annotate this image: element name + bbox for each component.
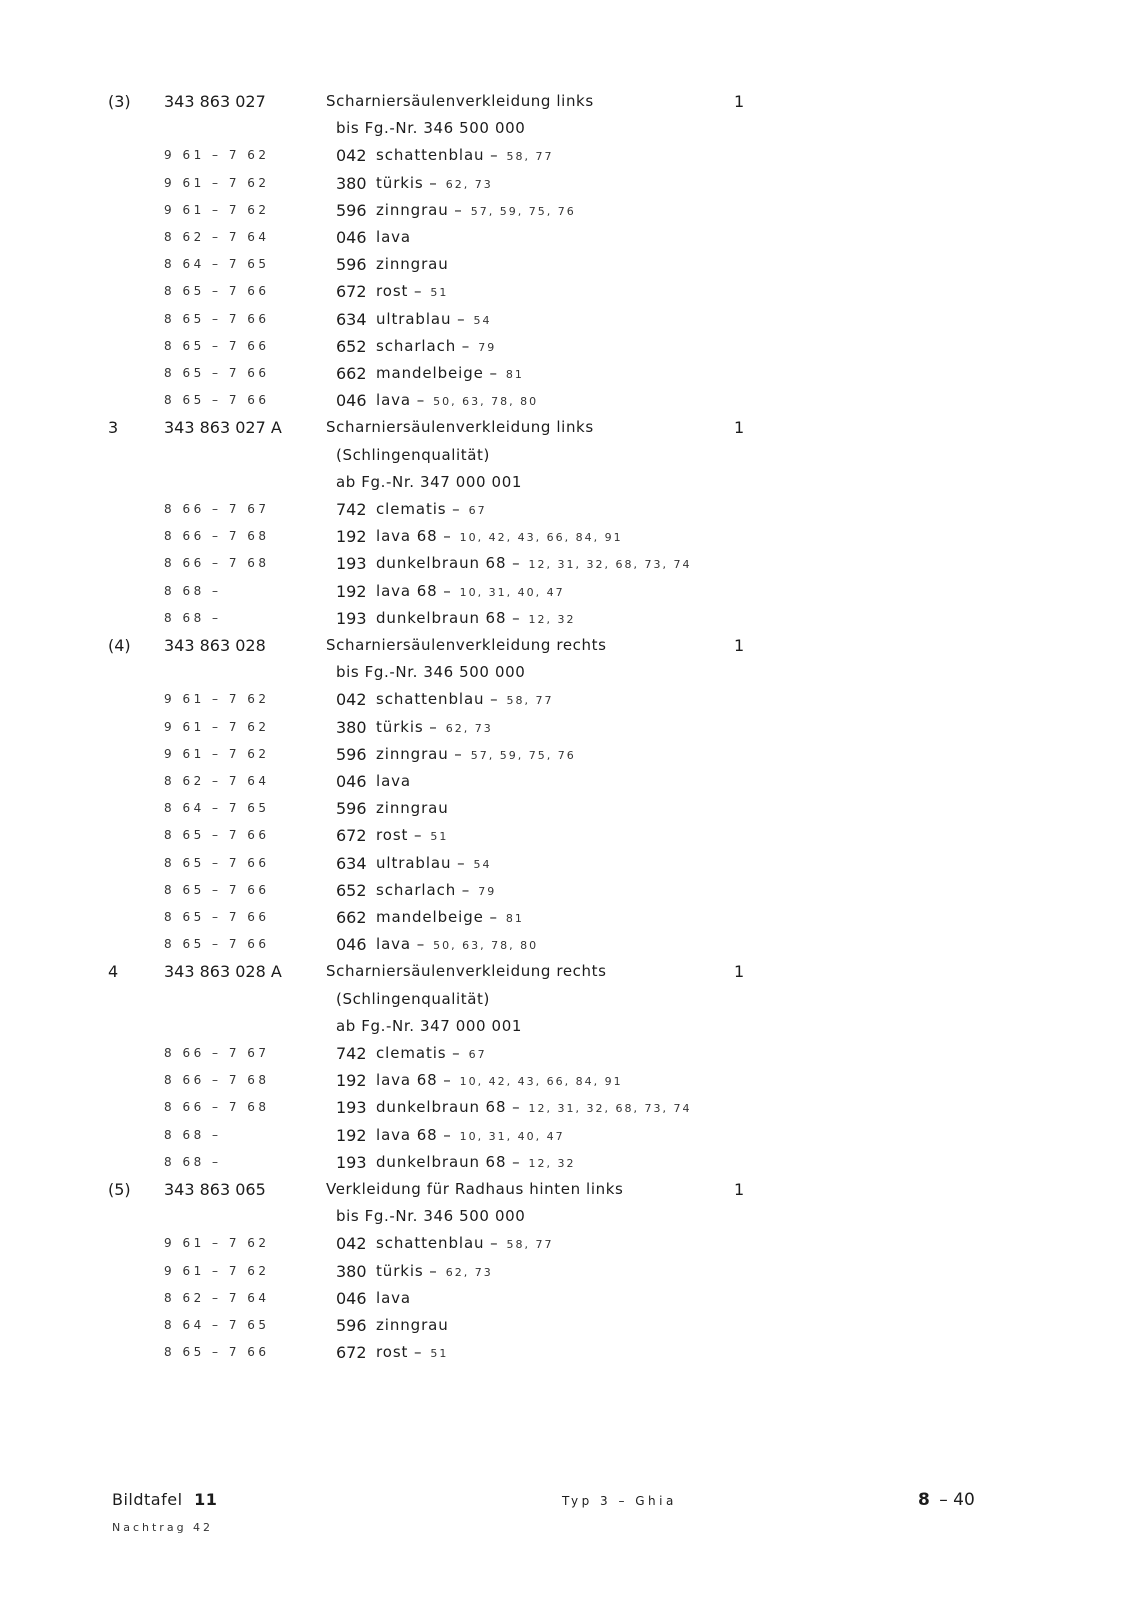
- color-code: 672: [336, 1343, 367, 1363]
- color-variant-row: [0, 1094, 1139, 1121]
- color-name-text: rost –: [376, 1343, 423, 1362]
- color-name-text: zinngrau –: [376, 200, 463, 219]
- color-variant-row: [0, 1040, 1139, 1067]
- color-name: [376, 142, 554, 170]
- color-variant-row: [0, 251, 1139, 278]
- color-name: [376, 1339, 448, 1367]
- color-name: [376, 822, 448, 850]
- color-name: [376, 1094, 691, 1122]
- part-item-row: [0, 414, 1139, 441]
- color-code: 192: [336, 1125, 367, 1145]
- color-model-notes: 51: [430, 830, 449, 844]
- item-ref-number: 3: [108, 418, 119, 438]
- color-name: [376, 578, 565, 606]
- color-code: 380: [336, 717, 367, 737]
- color-name: [376, 877, 496, 905]
- color-name: [376, 1149, 576, 1177]
- part-number: 343 863 065: [164, 1180, 266, 1199]
- part-condition: ab Fg.-Nr. 347 000 001: [336, 1016, 522, 1035]
- part-quantity: 1: [734, 92, 745, 111]
- footer-plate-label: Bildtafel: [112, 1490, 183, 1509]
- part-description: Scharniersäulenverkleidung links: [326, 418, 594, 437]
- color-code: 596: [336, 744, 367, 764]
- part-item-row: [0, 958, 1139, 985]
- color-name: [376, 496, 487, 524]
- item-ref-number: 4: [108, 962, 119, 982]
- color-code: 193: [336, 1152, 367, 1172]
- color-name: [376, 768, 411, 795]
- color-name: [376, 714, 493, 742]
- color-variant-row: [0, 550, 1139, 577]
- color-code: 596: [336, 1316, 367, 1335]
- color-name-text: lava: [376, 1288, 412, 1307]
- color-model-notes: 62, 73: [445, 177, 493, 191]
- production-date-range: 9 61 – 7 62: [164, 175, 270, 190]
- color-name-text: zinngrau: [376, 1316, 449, 1334]
- color-name-text: schattenblau –: [376, 690, 499, 709]
- color-name-text: scharlach –: [376, 880, 471, 899]
- footer-model: Typ 3 – Ghia: [562, 1494, 677, 1508]
- part-description: Verkleidung für Radhaus hinten links: [326, 1180, 624, 1198]
- item-ref-number: (4): [108, 636, 131, 655]
- color-code: 046: [336, 935, 367, 955]
- part-number: 343 863 028: [164, 636, 266, 655]
- color-code: 193: [336, 1098, 367, 1118]
- color-name: [376, 197, 576, 225]
- color-variant-row: [0, 795, 1139, 822]
- color-name-text: dunkelbraun 68 –: [376, 1098, 521, 1117]
- part-quantity: 1: [734, 962, 745, 982]
- footer-supplement: Nachtrag 42: [112, 1521, 214, 1534]
- production-date-range: 8 66 – 7 67: [164, 502, 270, 516]
- color-name-text: schattenblau –: [376, 146, 499, 165]
- color-code: 662: [336, 364, 367, 383]
- production-date-range: 8 65 – 7 66: [164, 910, 270, 924]
- color-name: [376, 550, 691, 578]
- color-code: 042: [336, 690, 367, 710]
- color-name: [376, 333, 496, 361]
- color-name-text: lava: [376, 228, 412, 246]
- item-ref-number: (3): [108, 92, 131, 111]
- production-date-range: 8 66 – 7 67: [164, 1046, 270, 1060]
- part-item-row: [0, 88, 1139, 115]
- part-item-row: [0, 632, 1139, 659]
- color-model-notes: 51: [430, 1347, 449, 1361]
- color-variant-row: [0, 224, 1139, 251]
- color-variant-row: [0, 605, 1139, 632]
- part-condition: ab Fg.-Nr. 347 000 001: [336, 472, 522, 491]
- color-variant-row: [0, 1312, 1139, 1339]
- color-variant-row: [0, 360, 1139, 387]
- production-date-range: 8 65 – 7 66: [164, 393, 270, 408]
- color-name-text: lava 68 –: [376, 527, 452, 546]
- color-model-notes: 10, 42, 43, 66, 84, 91: [459, 531, 623, 545]
- color-code: 634: [336, 309, 367, 329]
- color-name-text: schattenblau –: [376, 1234, 499, 1253]
- color-name-text: zinngrau: [376, 799, 449, 818]
- color-variant-row: [0, 1067, 1139, 1094]
- production-date-range: 9 61 – 7 62: [164, 1263, 270, 1278]
- color-model-notes: 58, 77: [506, 1238, 554, 1252]
- color-code: 042: [336, 146, 367, 166]
- part-condition: bis Fg.-Nr. 346 500 000: [336, 1207, 526, 1226]
- color-variant-row: [0, 306, 1139, 333]
- color-model-notes: 12, 32: [528, 1156, 576, 1170]
- production-date-range: 8 65 – 7 66: [164, 855, 270, 870]
- color-name-text: lava –: [376, 935, 426, 954]
- color-variant-row: [0, 578, 1139, 605]
- color-model-notes: 50, 63, 78, 80: [433, 939, 539, 953]
- production-date-range: 9 61 – 7 62: [164, 692, 270, 707]
- color-code: 596: [336, 799, 367, 819]
- part-item-row: [0, 1176, 1139, 1203]
- color-name: [376, 741, 576, 769]
- color-model-notes: 62, 73: [445, 721, 493, 735]
- color-model-notes: 10, 42, 43, 66, 84, 91: [459, 1075, 623, 1089]
- color-name-text: mandelbeige –: [376, 908, 498, 926]
- color-model-notes: 81: [505, 912, 524, 925]
- color-code: 380: [336, 173, 367, 193]
- color-model-notes: 81: [505, 368, 524, 381]
- production-date-range: 9 61 – 7 62: [164, 746, 270, 761]
- color-name: [376, 387, 538, 415]
- part-number: 343 863 028 A: [164, 962, 282, 982]
- color-model-notes: 57, 59, 75, 76: [470, 748, 576, 762]
- color-code: 046: [336, 1288, 367, 1308]
- color-variant-row: [0, 170, 1139, 197]
- color-name-text: lava –: [376, 391, 426, 410]
- color-variant-row: [0, 278, 1139, 305]
- footer-plate-number: 11: [194, 1490, 218, 1509]
- production-date-range: 8 66 – 7 68: [164, 556, 270, 571]
- color-variant-row: [0, 1339, 1139, 1366]
- color-model-notes: 62, 73: [445, 1265, 493, 1279]
- color-variant-row: [0, 931, 1139, 958]
- color-variant-row: [0, 1122, 1139, 1149]
- production-date-range: 8 65 – 7 66: [164, 937, 270, 952]
- production-date-range: 8 68 –: [164, 583, 222, 598]
- part-condition-row: [0, 659, 1139, 686]
- part-description: Scharniersäulenverkleidung links: [326, 92, 594, 110]
- production-date-range: 8 62 – 7 64: [164, 1290, 270, 1305]
- color-name: [376, 795, 449, 822]
- color-code: 652: [336, 880, 367, 900]
- part-number: 343 863 027: [164, 92, 266, 111]
- production-date-range: 8 64 – 7 65: [164, 801, 270, 816]
- color-variant-row: [0, 1285, 1139, 1312]
- color-variant-row: [0, 822, 1139, 849]
- color-name: [376, 306, 491, 334]
- color-model-notes: 10, 31, 40, 47: [459, 1129, 565, 1143]
- color-code: 192: [336, 1071, 367, 1091]
- color-code: 596: [336, 200, 367, 220]
- production-date-range: 8 65 – 7 66: [164, 311, 270, 326]
- footer-page-number: [918, 1490, 975, 1510]
- production-date-range: 8 66 – 7 68: [164, 1073, 270, 1088]
- color-model-notes: 12, 32: [528, 612, 576, 626]
- color-variant-row: [0, 197, 1139, 224]
- production-date-range: 8 65 – 7 66: [164, 882, 270, 897]
- color-name-text: ultrablau –: [376, 309, 466, 328]
- color-code: 042: [336, 1234, 367, 1254]
- production-date-range: 8 68 –: [164, 610, 222, 625]
- color-name-text: lava 68 –: [376, 581, 452, 600]
- part-condition-row: [0, 115, 1139, 142]
- color-code: 046: [336, 228, 367, 247]
- color-variant-row: [0, 142, 1139, 169]
- part-quantity: 1: [734, 636, 745, 655]
- color-code: 192: [336, 527, 367, 547]
- color-variant-row: [0, 1230, 1139, 1257]
- color-variant-row: [0, 333, 1139, 360]
- part-condition-row: [0, 986, 1139, 1013]
- color-variant-row: [0, 1149, 1139, 1176]
- color-variant-row: [0, 496, 1139, 523]
- color-name-text: mandelbeige –: [376, 364, 498, 382]
- color-model-notes: 58, 77: [506, 694, 554, 708]
- color-name-text: türkis –: [376, 173, 438, 192]
- production-date-range: 8 66 – 7 68: [164, 1100, 270, 1115]
- color-name-text: türkis –: [376, 717, 438, 736]
- part-condition: bis Fg.-Nr. 346 500 000: [336, 119, 526, 138]
- part-quantity: 1: [734, 1180, 745, 1199]
- production-date-range: 8 65 – 7 66: [164, 338, 270, 353]
- color-name: [376, 931, 538, 959]
- color-variant-row: [0, 904, 1139, 931]
- part-condition-row: [0, 469, 1139, 496]
- color-name-text: lava 68 –: [376, 1071, 452, 1090]
- item-ref-number: (5): [108, 1180, 131, 1199]
- production-date-range: 8 65 – 7 66: [164, 284, 270, 299]
- part-condition: bis Fg.-Nr. 346 500 000: [336, 663, 526, 682]
- color-model-notes: 67: [468, 504, 487, 517]
- production-date-range: 8 62 – 7 64: [164, 230, 270, 244]
- color-model-notes: 54: [473, 857, 492, 871]
- color-model-notes: 54: [473, 313, 492, 327]
- color-code: 634: [336, 853, 367, 873]
- color-name: [376, 850, 491, 878]
- color-name-text: zinngrau: [376, 255, 449, 274]
- color-name-text: dunkelbraun 68 –: [376, 554, 521, 573]
- color-name-text: ultrablau –: [376, 853, 466, 872]
- production-date-range: 9 61 – 7 62: [164, 1236, 270, 1251]
- part-condition: (Schlingenqualität): [336, 989, 490, 1008]
- color-name: [376, 1122, 565, 1150]
- part-description: Scharniersäulenverkleidung rechts: [326, 962, 607, 981]
- color-code: 192: [336, 581, 367, 601]
- color-name-text: scharlach –: [376, 336, 471, 355]
- color-model-notes: 79: [478, 884, 497, 898]
- color-variant-row: [0, 877, 1139, 904]
- color-code: 742: [336, 1044, 367, 1063]
- color-model-notes: 50, 63, 78, 80: [433, 395, 539, 409]
- color-model-notes: 79: [478, 340, 497, 354]
- color-name: [376, 686, 554, 714]
- color-name: [376, 1285, 411, 1312]
- color-name-text: türkis –: [376, 1261, 438, 1280]
- color-variant-row: [0, 768, 1139, 795]
- part-condition-row: [0, 1203, 1139, 1230]
- part-number: 343 863 027 A: [164, 418, 282, 438]
- color-code: 662: [336, 908, 367, 927]
- production-date-range: 8 65 – 7 66: [164, 1345, 270, 1360]
- production-date-range: 9 61 – 7 62: [164, 148, 270, 163]
- color-code: 193: [336, 608, 367, 628]
- color-name-text: zinngrau –: [376, 744, 463, 763]
- production-date-range: 9 61 – 7 62: [164, 202, 270, 217]
- color-variant-row: [0, 1258, 1139, 1285]
- color-name: [376, 224, 411, 251]
- color-model-notes: 57, 59, 75, 76: [470, 204, 576, 218]
- color-name-text: rost –: [376, 282, 423, 301]
- color-name: [376, 1230, 554, 1258]
- color-name: [376, 1067, 623, 1095]
- color-model-notes: 67: [468, 1048, 487, 1061]
- color-variant-row: [0, 523, 1139, 550]
- part-quantity: 1: [734, 418, 745, 438]
- part-condition-row: [0, 442, 1139, 469]
- color-name: [376, 523, 623, 551]
- production-date-range: 8 66 – 7 68: [164, 529, 270, 544]
- color-variant-row: [0, 741, 1139, 768]
- color-model-notes: 58, 77: [506, 150, 554, 164]
- color-name: [376, 904, 524, 932]
- color-name-text: dunkelbraun 68 –: [376, 608, 521, 627]
- color-name-text: clematis –: [376, 1044, 461, 1062]
- color-name: [376, 278, 448, 306]
- production-date-range: 8 68 –: [164, 1127, 222, 1142]
- color-name: [376, 360, 524, 388]
- color-variant-row: [0, 686, 1139, 713]
- color-code: 380: [336, 1261, 367, 1281]
- color-code: 046: [336, 391, 367, 411]
- part-condition-row: [0, 1013, 1139, 1040]
- color-code: 193: [336, 554, 367, 574]
- color-name-text: lava 68 –: [376, 1125, 452, 1144]
- production-date-range: 8 68 –: [164, 1154, 222, 1169]
- color-name: [376, 251, 449, 278]
- color-variant-row: [0, 850, 1139, 877]
- production-date-range: 8 65 – 7 66: [164, 366, 270, 380]
- color-model-notes: 10, 31, 40, 47: [459, 585, 565, 599]
- footer-plate: [112, 1490, 217, 1509]
- color-code: 596: [336, 255, 367, 275]
- color-name-text: dunkelbraun 68 –: [376, 1152, 521, 1171]
- color-name: [376, 1040, 487, 1068]
- part-description: Scharniersäulenverkleidung rechts: [326, 636, 607, 654]
- color-name-text: lava: [376, 772, 412, 790]
- production-date-range: 8 64 – 7 65: [164, 1318, 270, 1332]
- color-name: [376, 170, 493, 198]
- color-variant-row: [0, 387, 1139, 414]
- color-name-text: rost –: [376, 826, 423, 845]
- production-date-range: 9 61 – 7 62: [164, 719, 270, 734]
- color-name: [376, 1258, 493, 1286]
- color-variant-row: [0, 714, 1139, 741]
- color-model-notes: 12, 31, 32, 68, 73, 74: [528, 558, 692, 572]
- production-date-range: 8 64 – 7 65: [164, 257, 270, 272]
- color-code: 672: [336, 826, 367, 846]
- color-model-notes: 12, 31, 32, 68, 73, 74: [528, 1102, 692, 1116]
- part-condition: (Schlingenqualität): [336, 445, 490, 464]
- color-model-notes: 51: [430, 286, 449, 300]
- color-name: [376, 1312, 449, 1339]
- color-code: 046: [336, 772, 367, 791]
- production-date-range: 8 65 – 7 66: [164, 828, 270, 843]
- production-date-range: 8 62 – 7 64: [164, 774, 270, 788]
- color-name-text: clematis –: [376, 500, 461, 518]
- footer-page-section: 8: [918, 1490, 930, 1510]
- color-code: 672: [336, 282, 367, 302]
- color-name: [376, 605, 576, 633]
- footer-page-rest: – 40: [939, 1490, 975, 1510]
- color-code: 742: [336, 500, 367, 519]
- color-code: 652: [336, 336, 367, 356]
